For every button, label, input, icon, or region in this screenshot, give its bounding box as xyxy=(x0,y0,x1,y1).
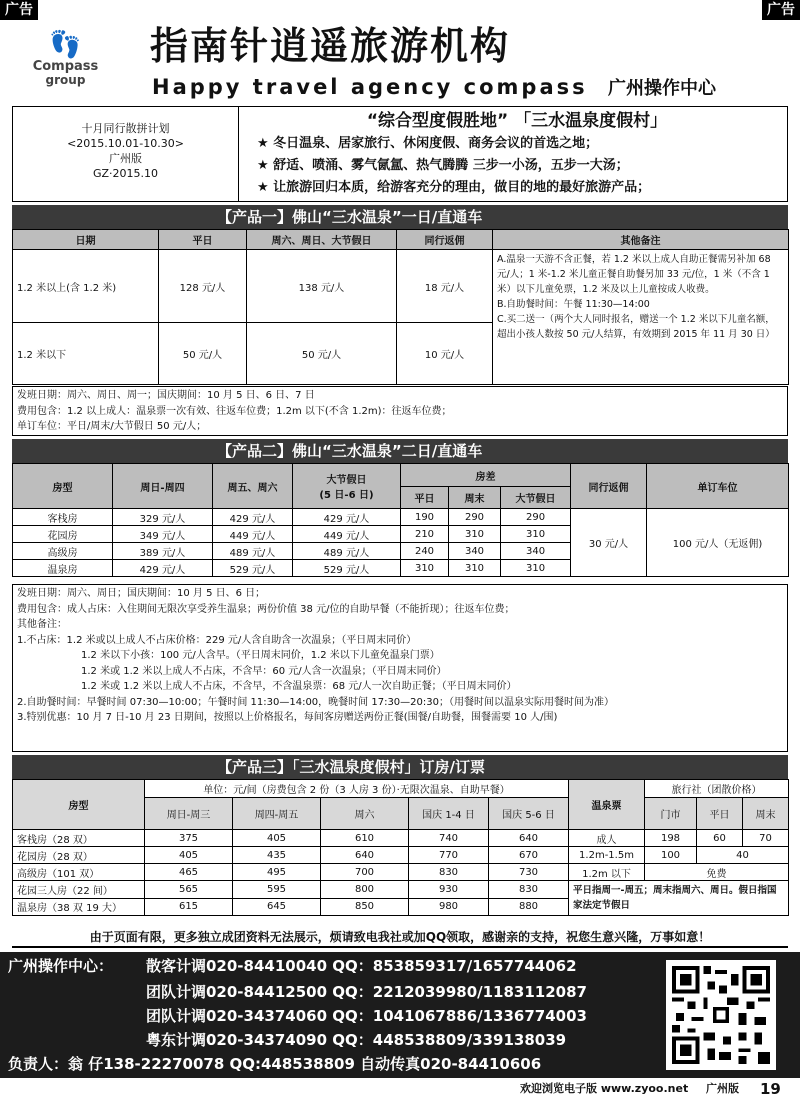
col-header: 周六、周日、大节假日 xyxy=(247,230,397,250)
diff-cell: 190 xyxy=(401,509,449,526)
col-header: 旅行社（团散价格） xyxy=(645,780,789,798)
price-cell: 375 xyxy=(145,830,233,847)
note-line: C.买二送一（两个大人同时报名，赠送一个 1.2 米以下儿童名额，超出小孩人数按 50 元/人结算，有效期到 2015 年 11 月 30 日） xyxy=(497,314,775,340)
contact-line: 团队计调020-34374060 QQ：1041067886/1336774003 xyxy=(146,1007,587,1025)
col-header: 周六 xyxy=(321,798,409,830)
row-label: 1.2 米以下 xyxy=(13,323,159,385)
col-header: 平日 xyxy=(159,230,247,250)
ticket-type: 成人 xyxy=(569,830,645,847)
table-header-row xyxy=(13,230,789,250)
price-cell: 489 元/人 xyxy=(213,543,293,560)
plan-edition: 广州版 xyxy=(109,152,142,165)
room-type: 高级房 xyxy=(13,543,113,560)
ticket-note: 平日指周一-周五；周末指周六、周日。假日指国家法定节假日 xyxy=(569,881,789,916)
price-cell: 449 元/人 xyxy=(293,526,401,543)
contact-line: 粤东计调020-34374090 QQ：448538809/339138039 xyxy=(146,1031,567,1049)
price-cell: 830 xyxy=(489,881,569,899)
price-cell: 980 xyxy=(409,898,489,916)
col-header: 国庆 1-4 日 xyxy=(409,798,489,830)
product3-table xyxy=(12,779,789,916)
room-type: 花园房（28 双） xyxy=(13,847,145,864)
price-cell: 800 xyxy=(321,881,409,899)
price-cell: 730 xyxy=(489,864,569,881)
price-cell: 770 xyxy=(409,847,489,864)
footprints-icon: 👣 xyxy=(49,30,82,60)
price-cell: 449 元/人 xyxy=(213,526,293,543)
info-line: 1.2 米以下小孩：100 元/人含早。（平日周末同价，1.2 米以下儿童免温泉门票） xyxy=(81,650,440,661)
ad-label-right: 广告 xyxy=(762,0,800,20)
price-cell: 405 xyxy=(233,830,321,847)
brand-name-cn: 指南针逍遥旅游机构 xyxy=(150,23,511,68)
ops-center-label: 广州操作中心 xyxy=(608,78,716,99)
contact-panel xyxy=(0,952,800,1078)
page-number: 19 xyxy=(760,1080,781,1098)
feature-line: ★ 舒适、喷涌、雾气氤氲、热气腾腾 三步一小汤，五步一大汤； xyxy=(257,158,629,173)
product2-title: 【产品二】佛山“三水温泉”二日/直通车 xyxy=(12,439,788,463)
diff-cell: 340 xyxy=(501,543,571,560)
logo-line-1: Compass xyxy=(32,59,99,74)
col-header: 房型 xyxy=(13,780,145,830)
contact-line: 散客计调020-84410040 QQ：853859317/1657744062 xyxy=(146,957,577,975)
product3-title: 【产品三】「三水温泉度假村」订房/订票 xyxy=(12,755,788,779)
rebate-cell: 30 元/人 xyxy=(571,509,647,577)
table-row xyxy=(13,864,789,881)
product2-table xyxy=(12,463,789,577)
col-header: 周五、周六 xyxy=(213,464,293,509)
plan-dates: <2015.10.01-10.30> xyxy=(67,137,184,150)
price-cell: 880 xyxy=(489,898,569,916)
price-cell: 349 元/人 xyxy=(113,526,213,543)
col-header: 平日 xyxy=(401,487,449,509)
diff-cell: 340 xyxy=(449,543,501,560)
room-type: 温泉房（38 双 19 大） xyxy=(13,898,145,916)
intro-box xyxy=(12,106,788,202)
holiday-sub-label: (5 日-6 日) xyxy=(319,490,374,501)
product1-table xyxy=(12,229,789,385)
page-header xyxy=(0,20,800,102)
table-row xyxy=(13,830,789,847)
col-header: 日期 xyxy=(13,230,159,250)
col-header: 其他备注 xyxy=(493,230,789,250)
price-cell: 565 xyxy=(145,881,233,899)
ticket-price: 198 xyxy=(645,830,697,847)
room-type: 花园房 xyxy=(13,526,113,543)
diff-cell: 310 xyxy=(401,560,449,577)
price-cell: 740 xyxy=(409,830,489,847)
footer-edition: 广州版 xyxy=(706,1082,739,1095)
info-line: 费用包含：成人占床：入住期间无限次享受养生温泉；两份价值 38 元/位的自助早餐（不能折现）；往返车位费； xyxy=(17,603,515,615)
col-header: 温泉票 xyxy=(569,780,645,830)
headline-name: 「三水温泉度假村」 xyxy=(514,111,668,131)
table-row xyxy=(13,847,789,864)
info-line: 发班日期：周六、周日、周一；国庆期间：10 月 5 日、6 日、7 日 xyxy=(17,390,315,401)
seat-cell: 100 元/人（无返佣) xyxy=(647,509,789,577)
info-line: 1.2 米或 1.2 米以上成人不占床，不含早：60 元/人含一次温泉；（平日周末同价） xyxy=(81,665,447,677)
page-footer xyxy=(0,1078,800,1100)
qr-code-icon[interactable] xyxy=(666,960,776,1070)
info-line: 其他备注： xyxy=(17,619,67,630)
price-cell: 429 元/人 xyxy=(113,560,213,577)
room-type: 温泉房 xyxy=(13,560,113,577)
col-header: 同行返佣 xyxy=(397,230,493,250)
price-cell: 329 元/人 xyxy=(113,509,213,526)
ticket-price: 40 xyxy=(697,847,789,864)
price-cell: 529 元/人 xyxy=(293,560,401,577)
ticket-price: 70 xyxy=(743,830,789,847)
footer-site: 欢迎浏览电子版 www.zyoo.net xyxy=(520,1082,689,1095)
price-cell: 495 xyxy=(233,864,321,881)
headline-quote: “综合型度假胜地” xyxy=(366,111,509,131)
manager-line: 负责人：翁 仔138-22270078 QQ:448538809 自动传真020-84410606 xyxy=(8,1055,542,1073)
col-header: 同行返佣 xyxy=(571,464,647,509)
price-cell: 435 xyxy=(233,847,321,864)
info-line: 单订车位：平日/周末/大节假日 50 元/人； xyxy=(17,421,207,432)
room-type: 花园三人房（22 间） xyxy=(13,881,145,899)
price-cell: 610 xyxy=(321,830,409,847)
col-header: 周末 xyxy=(449,487,501,509)
resort-headline xyxy=(247,109,787,133)
product1-info xyxy=(12,386,788,436)
price-cell: 615 xyxy=(145,898,233,916)
diff-cell: 290 xyxy=(501,509,571,526)
rebate-cell: 18 元/人 xyxy=(397,250,493,323)
info-line: 3.特别优惠：10 月 7 日-10 月 23 日期间，按照以上价格报名，每间客房赠送两份正餐(围餐/自助餐，围餐需要 10 人/围) xyxy=(17,712,558,723)
ops-center-contact-label: 广州操作中心： xyxy=(8,957,114,975)
price-cell: 670 xyxy=(489,847,569,864)
logo-line-2: group xyxy=(45,73,86,87)
price-cell: 640 xyxy=(321,847,409,864)
table-row xyxy=(13,881,789,899)
table-row xyxy=(13,250,789,323)
info-line: 2.自助餐时间：早餐时间 07:30—10:00；午餐时间 11:30—14:00，晚餐时间 17:30—20:30；（用餐时间以温泉实际用餐时间为准） xyxy=(17,696,614,708)
price-cell: 465 xyxy=(145,864,233,881)
price-cell: 389 元/人 xyxy=(113,543,213,560)
col-header: 大节假日 xyxy=(501,487,571,509)
col-header: 周日-周三 xyxy=(145,798,233,830)
col-header: 房差 xyxy=(401,464,571,487)
price-cell: 645 xyxy=(233,898,321,916)
ticket-price: 60 xyxy=(697,830,743,847)
notice-banner: 由于页面有限，更多独立成团资料无法展示，烦请致电我社或加QQ领取，感谢亲的支持，祝您生意兴隆，万事如意！ xyxy=(12,926,788,948)
room-type: 高级房（101 双） xyxy=(13,864,145,881)
rebate-cell: 10 元/人 xyxy=(397,323,493,385)
room-type: 客栈房 xyxy=(13,509,113,526)
price-cell: 640 xyxy=(489,830,569,847)
ticket-price: 免费 xyxy=(645,864,789,881)
row-label: 1.2 米以上(含 1.2 米) xyxy=(13,250,159,323)
product1-title: 【产品一】佛山“三水温泉”一日/直通车 xyxy=(12,205,788,229)
ticket-type: 1.2m 以下 xyxy=(569,864,645,881)
plan-info xyxy=(13,107,239,201)
col-header: 周日-周四 xyxy=(113,464,213,509)
brand-name-en: Happy travel agency compass xyxy=(152,75,588,99)
plan-title: 十月同行散拼计划 xyxy=(81,122,170,135)
ticket-price: 100 xyxy=(645,847,697,864)
col-header: 平日 xyxy=(697,798,743,830)
col-header: 国庆 5-6 日 xyxy=(489,798,569,830)
table-row xyxy=(13,509,789,526)
col-header: 周末 xyxy=(743,798,789,830)
note-line: B.自助餐时间：午餐 11:30—14:00 xyxy=(497,299,650,310)
unit-header: 单位：元/间（房费包含 2 份（3 人房 3 份）·无限次温泉、自助早餐） xyxy=(145,780,569,798)
diff-cell: 310 xyxy=(501,560,571,577)
info-line: 1.2 米或 1.2 米以上成人不占床，不含早，不含温泉票：68 元/人一次自助正餐；（平日周末同价） xyxy=(81,681,517,692)
price-cell: 700 xyxy=(321,864,409,881)
diff-cell: 310 xyxy=(501,526,571,543)
price-cell: 850 xyxy=(321,898,409,916)
note-line: A.温泉一天游不含正餐，若 1.2 米以上成人自助正餐需另补加 68 元/人；1 米-1.2 米儿童正餐自助餐另加 33 元/位，1 米（不含 1 米）以下儿童免票，1.2 米及以上儿童按成人收费。 xyxy=(497,254,771,295)
room-type: 客栈房（28 双） xyxy=(13,830,145,847)
price-cell: 830 xyxy=(409,864,489,881)
col-header: 周四-周五 xyxy=(233,798,321,830)
price-cell: 529 元/人 xyxy=(213,560,293,577)
table-header-row xyxy=(13,780,789,798)
diff-cell: 310 xyxy=(449,560,501,577)
feature-line: ★ 冬日温泉、居家旅行、休闲度假、商务会议的首选之地； xyxy=(257,136,599,151)
product2-info xyxy=(12,584,788,752)
diff-cell: 210 xyxy=(401,526,449,543)
price-cell: 489 元/人 xyxy=(293,543,401,560)
col-header: 门市 xyxy=(645,798,697,830)
price-cell: 138 元/人 xyxy=(247,250,397,323)
contact-line: 团队计调020-84412500 QQ：2212039980/1183112087 xyxy=(146,983,587,1001)
price-cell: 50 元/人 xyxy=(159,323,247,385)
table-header-row xyxy=(13,464,789,487)
diff-cell: 310 xyxy=(449,526,501,543)
product1-notes xyxy=(493,250,789,385)
col-header: 单订车位 xyxy=(647,464,789,509)
price-cell: 429 元/人 xyxy=(213,509,293,526)
price-cell: 50 元/人 xyxy=(247,323,397,385)
price-cell: 429 元/人 xyxy=(293,509,401,526)
diff-cell: 290 xyxy=(449,509,501,526)
col-header xyxy=(293,464,401,509)
resort-intro xyxy=(247,107,787,201)
diff-cell: 240 xyxy=(401,543,449,560)
price-cell: 930 xyxy=(409,881,489,899)
compass-logo xyxy=(28,30,103,98)
price-cell: 595 xyxy=(233,881,321,899)
price-cell: 405 xyxy=(145,847,233,864)
info-line: 发班日期：周六、周日；国庆期间：10 月 5 日、6 日； xyxy=(17,588,266,599)
ticket-type: 1.2m-1.5m xyxy=(569,847,645,864)
holiday-label: 大节假日 xyxy=(326,475,367,486)
col-header: 房型 xyxy=(13,464,113,509)
info-line: 费用包含：1.2 以上成人：温泉票一次有效、往返车位费；1.2m 以下(不含 1.2m)：往返车位费； xyxy=(17,405,452,417)
info-line: 1.不占床：1.2 米或以上成人不占床价格：229 元/人含自助含一次温泉；（平日周末同价） xyxy=(17,634,417,646)
feature-line: ★ 让旅游回归本质，给游客充分的理由，做目的地的最好旅游产品； xyxy=(257,180,651,195)
ad-label-left: 广告 xyxy=(0,0,38,20)
plan-code: GZ·2015.10 xyxy=(92,167,159,180)
price-cell: 128 元/人 xyxy=(159,250,247,323)
